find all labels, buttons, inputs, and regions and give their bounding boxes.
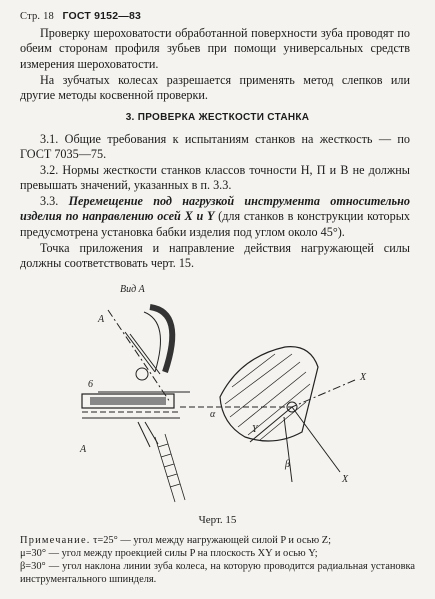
- label-x-top: X: [360, 372, 367, 383]
- page-header: [20, 10, 141, 22]
- note-prefix: Примечание.: [20, 535, 91, 546]
- arc-guard: [150, 307, 172, 372]
- item-3-3-text: (для станков в конструкции которых предусмотрена установка бабки изделия под углом около 45°).: [20, 209, 410, 239]
- label-six: 6: [88, 379, 93, 390]
- note-tau: τ=25° — угол между нагружающей силой P и осью Z;: [93, 535, 331, 546]
- label-alpha: α: [210, 409, 216, 420]
- axis-line-left: [108, 310, 170, 402]
- paragraph-roughness: Проверку шероховатости обработанной поверхности зуба проводят по обеим сторонам профиля зубьев при помощи универсальных средств измерения шероховатости.: [20, 26, 410, 71]
- axis-x-upper: [292, 380, 355, 407]
- gear-section: [220, 347, 318, 441]
- label-a-lower: A: [80, 444, 87, 455]
- label-beta: β: [285, 459, 290, 470]
- page-number: Стр. 18: [20, 11, 54, 22]
- paragraph-casts: На зубчатых колесах разрешается применять метод слепков или другие методы косвенной проверки.: [20, 73, 410, 103]
- standard-number: ГОСТ 9152—83: [62, 10, 142, 22]
- note-line-1: [20, 534, 415, 547]
- item-3-2: 3.2. Нормы жесткости станков классов точности Н, П и В не должны превышать значений, указанных в п. 3.3.: [20, 163, 410, 193]
- axis-x-lower: [292, 407, 340, 472]
- hatched-tool: [155, 434, 185, 502]
- label-x-bottom: X: [342, 474, 349, 485]
- note-line-3: β=30° — угол наклона линии зуба колеса, на которую проводится радиальная установка инструментального шпинделя.: [20, 561, 415, 585]
- section-title: 3. ПРОВЕРКА ЖЕСТКОСТИ СТАНКА: [125, 112, 310, 123]
- figure-15-drawing: [70, 272, 410, 504]
- item-3-3-force-point: Точка приложения и направление действия нагружающей силы должны соответствовать черт. 15.: [20, 241, 410, 271]
- label-a-upper: A: [98, 314, 105, 325]
- spindle-circle: [136, 368, 148, 380]
- item-3-1: 3.1. Общие требования к испытаниям станков на жесткость — по ГОСТ 7035—75.: [20, 132, 410, 162]
- note-line-2: μ=30° — угол между проекцией силы P на плоскость XY и осью Y;: [20, 548, 318, 559]
- item-3-3-number: 3.3.: [40, 194, 59, 208]
- item-3-3: [20, 194, 410, 240]
- item-3-3-heading: Перемещение под нагрузкой инструмента относительно изделия по направлению осей X и Y: [20, 194, 410, 224]
- label-view-a: Вид А: [120, 284, 145, 295]
- label-y: Y: [252, 424, 258, 435]
- figure-caption: Черт. 15: [198, 514, 237, 526]
